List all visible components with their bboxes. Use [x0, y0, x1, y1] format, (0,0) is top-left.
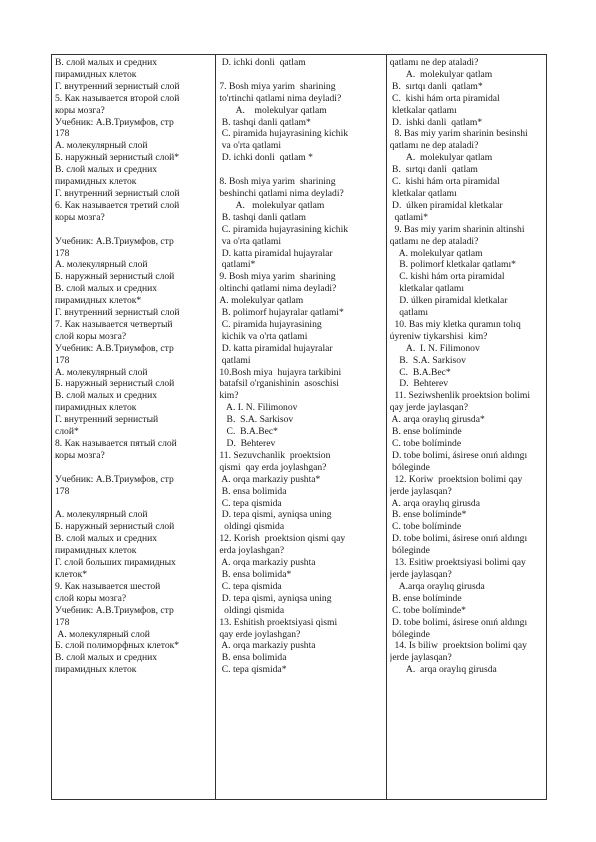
text-line: 7. Bosh miya yarim sharining	[219, 80, 336, 92]
text-line: úyreniw tiykarshisi kim?	[389, 330, 488, 342]
text-line: D. ichki donli qatlam *	[219, 152, 313, 164]
text-line: Б. наружный зернистый слой	[55, 378, 175, 390]
text-line: bóleginde	[389, 628, 430, 640]
text-line: A. orqa markaziy pushta	[219, 640, 316, 652]
text-line: B. S.A. Sarkisov	[389, 354, 466, 366]
text-line: коры мозга?	[55, 211, 105, 223]
text-line: А. молекулярный слой	[55, 259, 148, 271]
text-line: qatlamı	[389, 307, 429, 319]
text-line: A. I. N. Filimonov	[389, 342, 480, 354]
text-line: 178	[55, 485, 70, 497]
text-line: kim?	[219, 390, 239, 402]
text-line: А. молекулярный слой	[55, 628, 150, 640]
text-line: пирамидных клеток*	[55, 295, 142, 307]
text-line: 8. Bas miy yarim sharinin besinshi	[389, 128, 528, 140]
text-line: Учебник: А.В.Триумфов, стр	[55, 235, 174, 247]
text-line: C. tepa qismida	[219, 580, 282, 592]
text-line: C. B.A.Bec*	[219, 426, 278, 438]
text-line: C. piramida hujayrasining	[219, 318, 322, 330]
text-line: В. слой малых и средних	[55, 652, 158, 664]
text-line: В. слой малых и средних	[55, 283, 158, 295]
text-line: 12. Koriw proektsion bolimi qay	[389, 473, 523, 485]
text-line: Учебник: А.В.Триумфов, стр	[55, 116, 174, 128]
text-line: D. ishki danli qatlam*	[389, 116, 483, 128]
text-line: Б. наружный зернистый слой*	[55, 152, 180, 164]
text-line: A. arqa oraylıq girusda	[389, 497, 480, 509]
text-line: qismi qay erda joylashgan?	[219, 461, 327, 473]
text-line: A. molekulyar qatlam	[389, 152, 493, 164]
text-line: batafsil o'rganishinin asoschisi	[219, 378, 339, 390]
text-line: jerde jaylasqan?	[389, 568, 452, 580]
text-line: 12. Korish proektsion qismi qay	[219, 533, 346, 545]
text-line: D. Behterev	[389, 378, 449, 390]
text-line: коры мозга?	[55, 449, 105, 461]
text-line: to'rtinchi qatlami nima deyladi?	[219, 92, 342, 104]
text-line: bóleginde	[389, 461, 430, 473]
text-line: A. arqa oraylıq girusda*	[389, 414, 485, 426]
text-line: D. Behterev	[219, 438, 276, 449]
text-line: Г. внутренний зернистый слой	[55, 80, 180, 92]
text-line: D. tobe bolimi, ásirese onıń aldıngı	[389, 533, 528, 545]
text-line: A. molekulyar qatlam	[389, 68, 493, 80]
text-line: D. tobe bolimi, ásirese onıń aldıngı	[389, 616, 528, 628]
text-line: C. tepa qismida*	[219, 664, 287, 676]
text-line: erda joylashgan?	[219, 545, 285, 557]
text-line: kichik va o'rta qatlami	[219, 330, 308, 342]
text-line: 9. Bosh miya yarim sharining	[219, 271, 336, 283]
text-line	[55, 498, 213, 510]
text-line: В. слой малых и средних	[55, 164, 158, 176]
text-line: D. katta piramidal hujayralar	[219, 342, 333, 354]
text-line: A. molekulyar qatlam	[219, 199, 325, 211]
text-line: D. tepa qismi, ayniqsa uning	[219, 509, 332, 521]
text-line: oldingi qismida	[219, 521, 285, 533]
text-line: qatlamı ne dep ataladi?	[389, 57, 479, 68]
text-line: 178	[55, 247, 70, 259]
text-line: C. kishi hám orta piramidal	[389, 92, 500, 104]
text-line: va o'rta qatlami	[219, 235, 282, 247]
text-line: 9. Как называется шестой	[55, 580, 161, 592]
text-line: слой*	[55, 426, 79, 438]
text-line: B. tashqi danli qatlam	[219, 211, 306, 223]
text-line: C. tobe bolíminde	[389, 438, 462, 449]
text-line	[55, 462, 213, 474]
text-line: jerde jaylasqan?	[389, 485, 452, 497]
text-line: va o'rta qatlami	[219, 140, 282, 152]
text-line: пирамидных клеток	[55, 68, 137, 80]
text-line: A. arqa oraylıq girusda	[389, 664, 497, 676]
text-line: C. B.A.Bec*	[389, 366, 451, 378]
text-line: 9. Bas miy yarim sharinin altinshi	[389, 223, 525, 235]
text-line: Учебник: А.В.Триумфов, стр	[55, 473, 174, 485]
text-line: D. katta piramidal hujayralar	[219, 247, 333, 259]
text-line: клеток*	[55, 568, 88, 580]
text-line: B. ense bolíminde	[389, 592, 462, 604]
text-line: Б. наружный зернистый слой	[55, 521, 175, 533]
text-line: D. ichki donli qatlam	[219, 57, 306, 68]
text-line: пирамидных клеток	[55, 664, 137, 676]
text-line: B. sırtqı danli qatlam	[389, 164, 478, 176]
text-line: C. tobe bolíminde	[389, 521, 462, 533]
text-line: 5. Как называется второй слой	[55, 92, 180, 104]
text-line: пирамидных клеток	[55, 176, 137, 188]
text-line: A. I. N. Filimonov	[219, 402, 298, 414]
text-line: bóleginde	[389, 545, 430, 557]
text-line: A.arqa oraylıq girusda	[389, 580, 485, 592]
text-line: B. tashqi danli qatlam*	[219, 116, 311, 128]
text-line: Г. внутренний зернистый слой	[55, 187, 180, 199]
text-line: пирамидных клеток	[55, 545, 137, 557]
text-line: B. polimorf kletkalar qatlamı*	[389, 259, 516, 271]
text-line: В. слой малых и средних	[55, 390, 158, 402]
text-line: qatlamı ne dep ataladi?	[389, 235, 479, 247]
text-line: 13. Eshitish proektsiyasi qismi	[219, 616, 338, 628]
text-line: Г. внутренний зернистый	[55, 414, 159, 426]
text-line: C. piramida hujayrasining kichik	[219, 128, 349, 140]
text-line: B. ense bolíminde	[389, 426, 462, 438]
text-line: A. orqa markaziy pushta	[219, 557, 316, 569]
text-line: слой коры мозга?	[55, 592, 127, 604]
text-line: 178	[55, 616, 70, 628]
text-line: А. молекулярный слой	[55, 509, 148, 521]
text-line: В. слой малых и средних	[55, 57, 158, 68]
text-line: qay jerde jaylasqan?	[389, 402, 468, 414]
text-line: 13. Esitiw proektsiyasi bolimi qay	[389, 557, 526, 569]
text-line: Б. слой полиморфных клеток*	[55, 640, 180, 652]
text-line: kletkalar qatlamı	[389, 283, 464, 295]
text-line: D. tobe bolimi, ásirese onıń aldıngı	[389, 449, 528, 461]
text-line: C. piramida hujayrasining kichik	[219, 223, 349, 235]
text-line: qatlami*	[389, 211, 429, 223]
text-line: A. molekulyar qatlam	[219, 295, 304, 307]
text-line: oldingi qismida	[219, 604, 285, 616]
text-line: beshinchi qatlami nima deyladi?	[219, 187, 344, 199]
text-line: пирамидных клеток	[55, 402, 137, 414]
text-line: 10.Bosh miya hujayra tarkibini	[219, 366, 342, 378]
text-line: Г. внутренний зернистый слой	[55, 307, 180, 319]
text-line: 10. Bas miy kletka quramın tolıq	[389, 318, 521, 330]
text-line: 8. Bosh miya yarim sharining	[219, 176, 336, 188]
text-line: D. úlken piramidal kletkalar	[389, 199, 503, 211]
text-line: А. молекулярный слой	[55, 140, 148, 152]
text-line: 11. Seziwshenlik proektsion bolimi	[389, 390, 530, 402]
text-line: B. ensa bolimida	[219, 485, 287, 497]
text-line: Г. слой больших пирамидных	[55, 557, 176, 569]
text-line	[219, 69, 383, 81]
text-line: kletkalar qatlamı	[389, 187, 457, 199]
text-line: C. kishi hám orta piramidal	[389, 176, 500, 188]
text-line: qatlami	[219, 354, 251, 366]
text-line: В. слой малых и средних	[55, 533, 158, 545]
text-line: A. molekulyar qatlam	[219, 104, 327, 116]
text-line: oltinchi qatlami nima deyladi?	[219, 283, 337, 295]
text-line: qay erde joylashgan?	[219, 628, 301, 640]
text-line: C. tobe bolíminde*	[389, 604, 466, 616]
text-line: 14. Is biliw proektsion bolimi qay	[389, 640, 527, 652]
text-line: 11. Sezuvchanlik proektsion	[219, 449, 331, 461]
text-line: коры мозга?	[55, 104, 105, 116]
text-line: kletkalar qatlamı	[389, 104, 457, 116]
text-line: B. sırtqı danli qatlam*	[389, 80, 483, 92]
text-line: A. molekulyar qatlam	[389, 247, 483, 259]
column-karakalpak	[387, 55, 546, 799]
text-line	[55, 224, 213, 236]
text-line: D. úlken piramidal kletkalar	[389, 295, 508, 307]
text-line	[219, 164, 383, 176]
text-line: слой коры мозга?	[55, 330, 127, 342]
text-line: jerde jaylasqan?	[389, 652, 452, 664]
column-russian	[52, 55, 216, 799]
text-line: D. tepa qismi, ayniqsa uning	[219, 592, 332, 604]
text-line: 6. Как называется третий слой	[55, 199, 180, 211]
text-line: A. orqa markaziy pushta*	[219, 473, 321, 485]
text-line: B. S.A. Sarkisov	[219, 414, 294, 426]
text-line: 8. Как называется пятый слой	[55, 438, 177, 449]
column-uzbek	[216, 55, 386, 799]
text-line: 178	[55, 128, 70, 140]
text-line: 178	[55, 354, 70, 366]
text-line: B. ensa bolimida*	[219, 568, 292, 580]
text-line: qatlamı ne dep ataladi?	[389, 140, 479, 152]
text-line: 7. Как называется четвертый	[55, 318, 173, 330]
text-line: C. kishi hám orta piramidal	[389, 271, 505, 283]
text-line: B. ensa bolimida	[219, 652, 287, 664]
text-line: B. polimorf hujayralar qatlami*	[219, 307, 344, 319]
text-line: C. tepa qismida	[219, 497, 282, 509]
text-line: Учебник: А.В.Триумфов, стр	[55, 604, 174, 616]
text-line: Б. наружный зернистый слой	[55, 271, 175, 283]
text-line: Учебник: А.В.Триумфов, стр	[55, 342, 174, 354]
question-table	[51, 54, 547, 800]
text-line: qatlami*	[219, 259, 256, 271]
text-line: А. молекулярный слой	[55, 366, 148, 378]
text-line: B. ense bolíminde*	[389, 509, 467, 521]
